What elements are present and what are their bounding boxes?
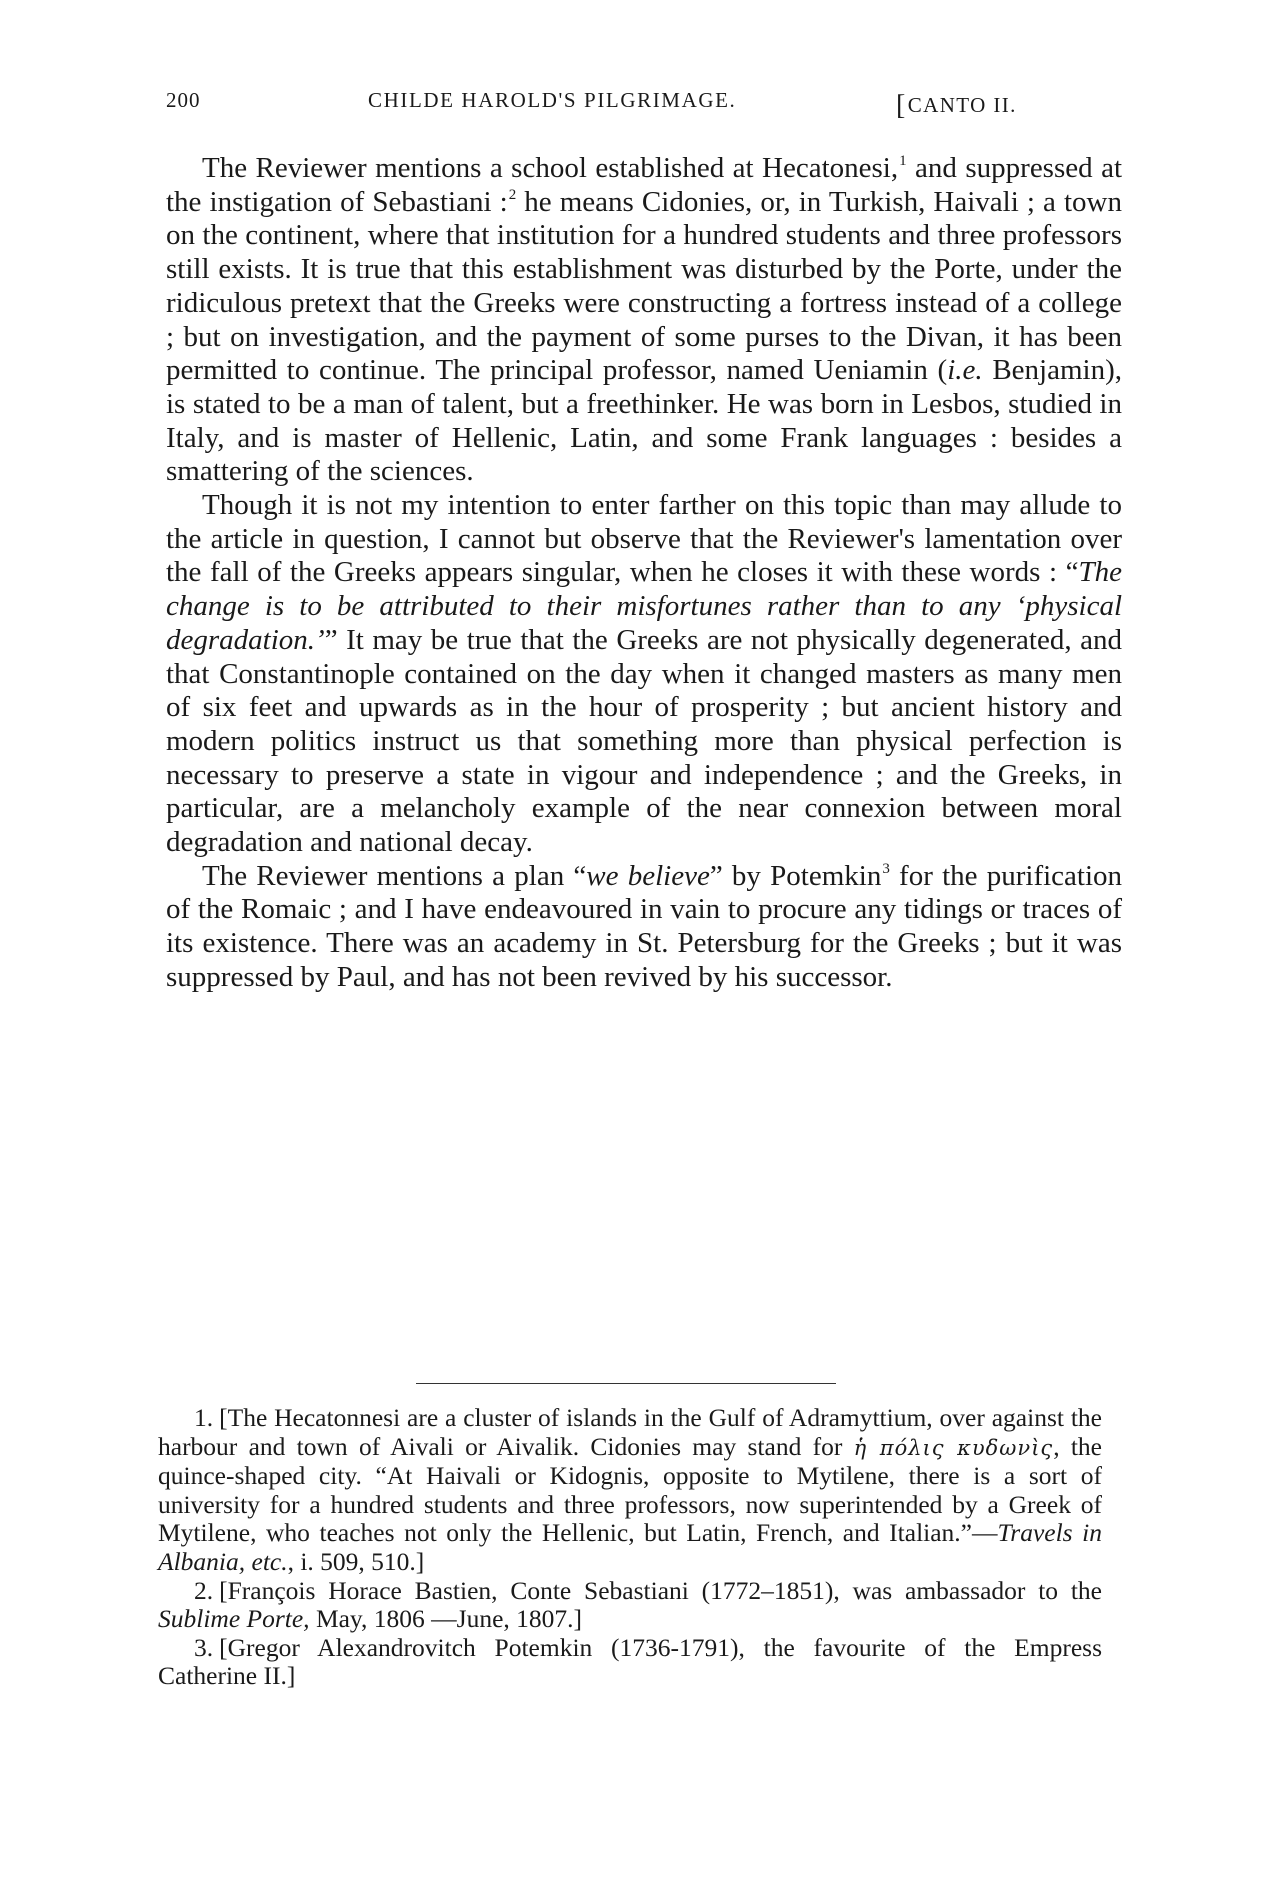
footnote-separator — [416, 1383, 836, 1384]
p2-italic-quote: The change is to be attributed to their misfortunes rather than to any ‘physical degradation.’ — [166, 556, 1122, 656]
p3-text-3: for the purification of the Romaic ; and I have endeavoured in vain to procure any tidings or traces of its existence. There was an academy in St. Petersburg for the Greeks ; but it was suppressed by Paul, and has not been revived by his successor. — [166, 859, 1123, 993]
p3-text-1: The Reviewer mentions a plan “ — [202, 859, 587, 892]
p1-text-1: The Reviewer mentions a school established at Hecatonesi, — [202, 152, 899, 184]
fn1-source-italic: Travels in Albania, etc. — [158, 1518, 1102, 1576]
footnotes — [158, 1404, 1102, 1691]
p1-text-3: he means Cidonies, or, in Turkish, Haivali ; a town on the continent, where that institution for a hundred students and three professors still exists. It is true that this establishment was disturbed by the Porte, under the ridiculous pretext that the Greeks were constructing a fortress instead of a college ; but on investigation, and the payment of some purses to the Divan, it has been permitted to continue. The principal professor, named Ueniamin ( — [166, 185, 1122, 387]
p3-italic-quote: we believe — [586, 859, 710, 892]
footnote-ref-1[interactable]: 1 — [899, 153, 907, 169]
p1-text-2: and suppressed at the instigation of Sebastiani : — [166, 152, 1123, 218]
canto-bracket: [ — [896, 90, 907, 121]
paragraph-3 — [166, 860, 1122, 995]
footnote-3 — [158, 1634, 1102, 1691]
fn1-text-1: [The Hecatonnesi are a cluster of islands in the Gulf of Adramyttium, over against the harbour and town of Aivali or Aivalik. Cidonies may stand for — [158, 1403, 1102, 1461]
body-text — [166, 152, 1122, 995]
footnote-number: 3. — [194, 1632, 214, 1662]
footnote-ref-3[interactable]: 3 — [882, 860, 890, 877]
fn2-text-2: May, 1806 —June, 1807.] — [309, 1604, 583, 1634]
paragraph-2 — [166, 489, 1122, 860]
footnote-1 — [158, 1404, 1102, 1577]
fn1-text-2: , the quince-shaped city. “At Haivali or Kidognis, opposite to Mytilene, there is a sort of university for a hundred students and three professors, now superintended by a Greek of Mytilene, who teaches not only the Hellenic, but Latin, French, and Italian.”— — [158, 1431, 1102, 1548]
p1-italic-ie: i.e. — [947, 354, 983, 387]
fn1-text-3: , i. 509, 510.] — [287, 1546, 425, 1576]
page-number: 200 — [166, 88, 201, 112]
p3-text-2: ” by Potemkin — [709, 859, 882, 892]
fn2-text-1: [François Horace Bastien, Conte Sebastiani (1772–1851), was ambassador to the — [219, 1575, 1102, 1605]
canto-text: CANTO II. — [907, 93, 1017, 117]
footnote-ref-2[interactable]: 2 — [508, 186, 517, 203]
footnote-2 — [158, 1577, 1102, 1634]
fn1-greek: ἡ πόλις κυδωνὶς — [853, 1435, 1054, 1460]
running-head — [166, 88, 1122, 121]
fn3-text-1: [Gregor Alexandrovitch Potemkin (1736-1791), the favourite of the Empress Catherine II.] — [158, 1632, 1102, 1691]
p2-text-2: ” It may be true that the Greeks are not physically degenerated, and that Constantinople contained on the day when it changed masters as many men of six feet and upwards as in the hour of prosperity ; but ancient history and modern politics instruct us that something more than physical perfection is necessary to preserve a state in vigour and independence ; and the Greeks, in particular, are a melancholy example of the near connexion between moral degradation and national decay. — [166, 623, 1122, 859]
footnote-number: 2. — [194, 1575, 214, 1605]
p1-text-4: Benjamin), is stated to be a man of talent, but a freethinker. He was born in Lesbos, studied in Italy, and is master of Hellenic, Latin, and some Frank languages : besides a smattering of the sciences. — [166, 354, 1123, 488]
paragraph-1 — [166, 152, 1122, 489]
fn2-italic: Sublime Porte, — [158, 1604, 310, 1634]
canto-label — [896, 88, 1017, 120]
running-title: CHILDE HAROLD'S PILGRIMAGE. — [368, 88, 737, 112]
p2-text-1: Though it is not my intention to enter farther on this topic than may allude to the article in question, I cannot but observe that the Reviewer's lamentation over the fall of the Greeks appears singular, when he closes it with these words : “ — [166, 489, 1122, 589]
footnote-number: 1. — [194, 1403, 214, 1432]
